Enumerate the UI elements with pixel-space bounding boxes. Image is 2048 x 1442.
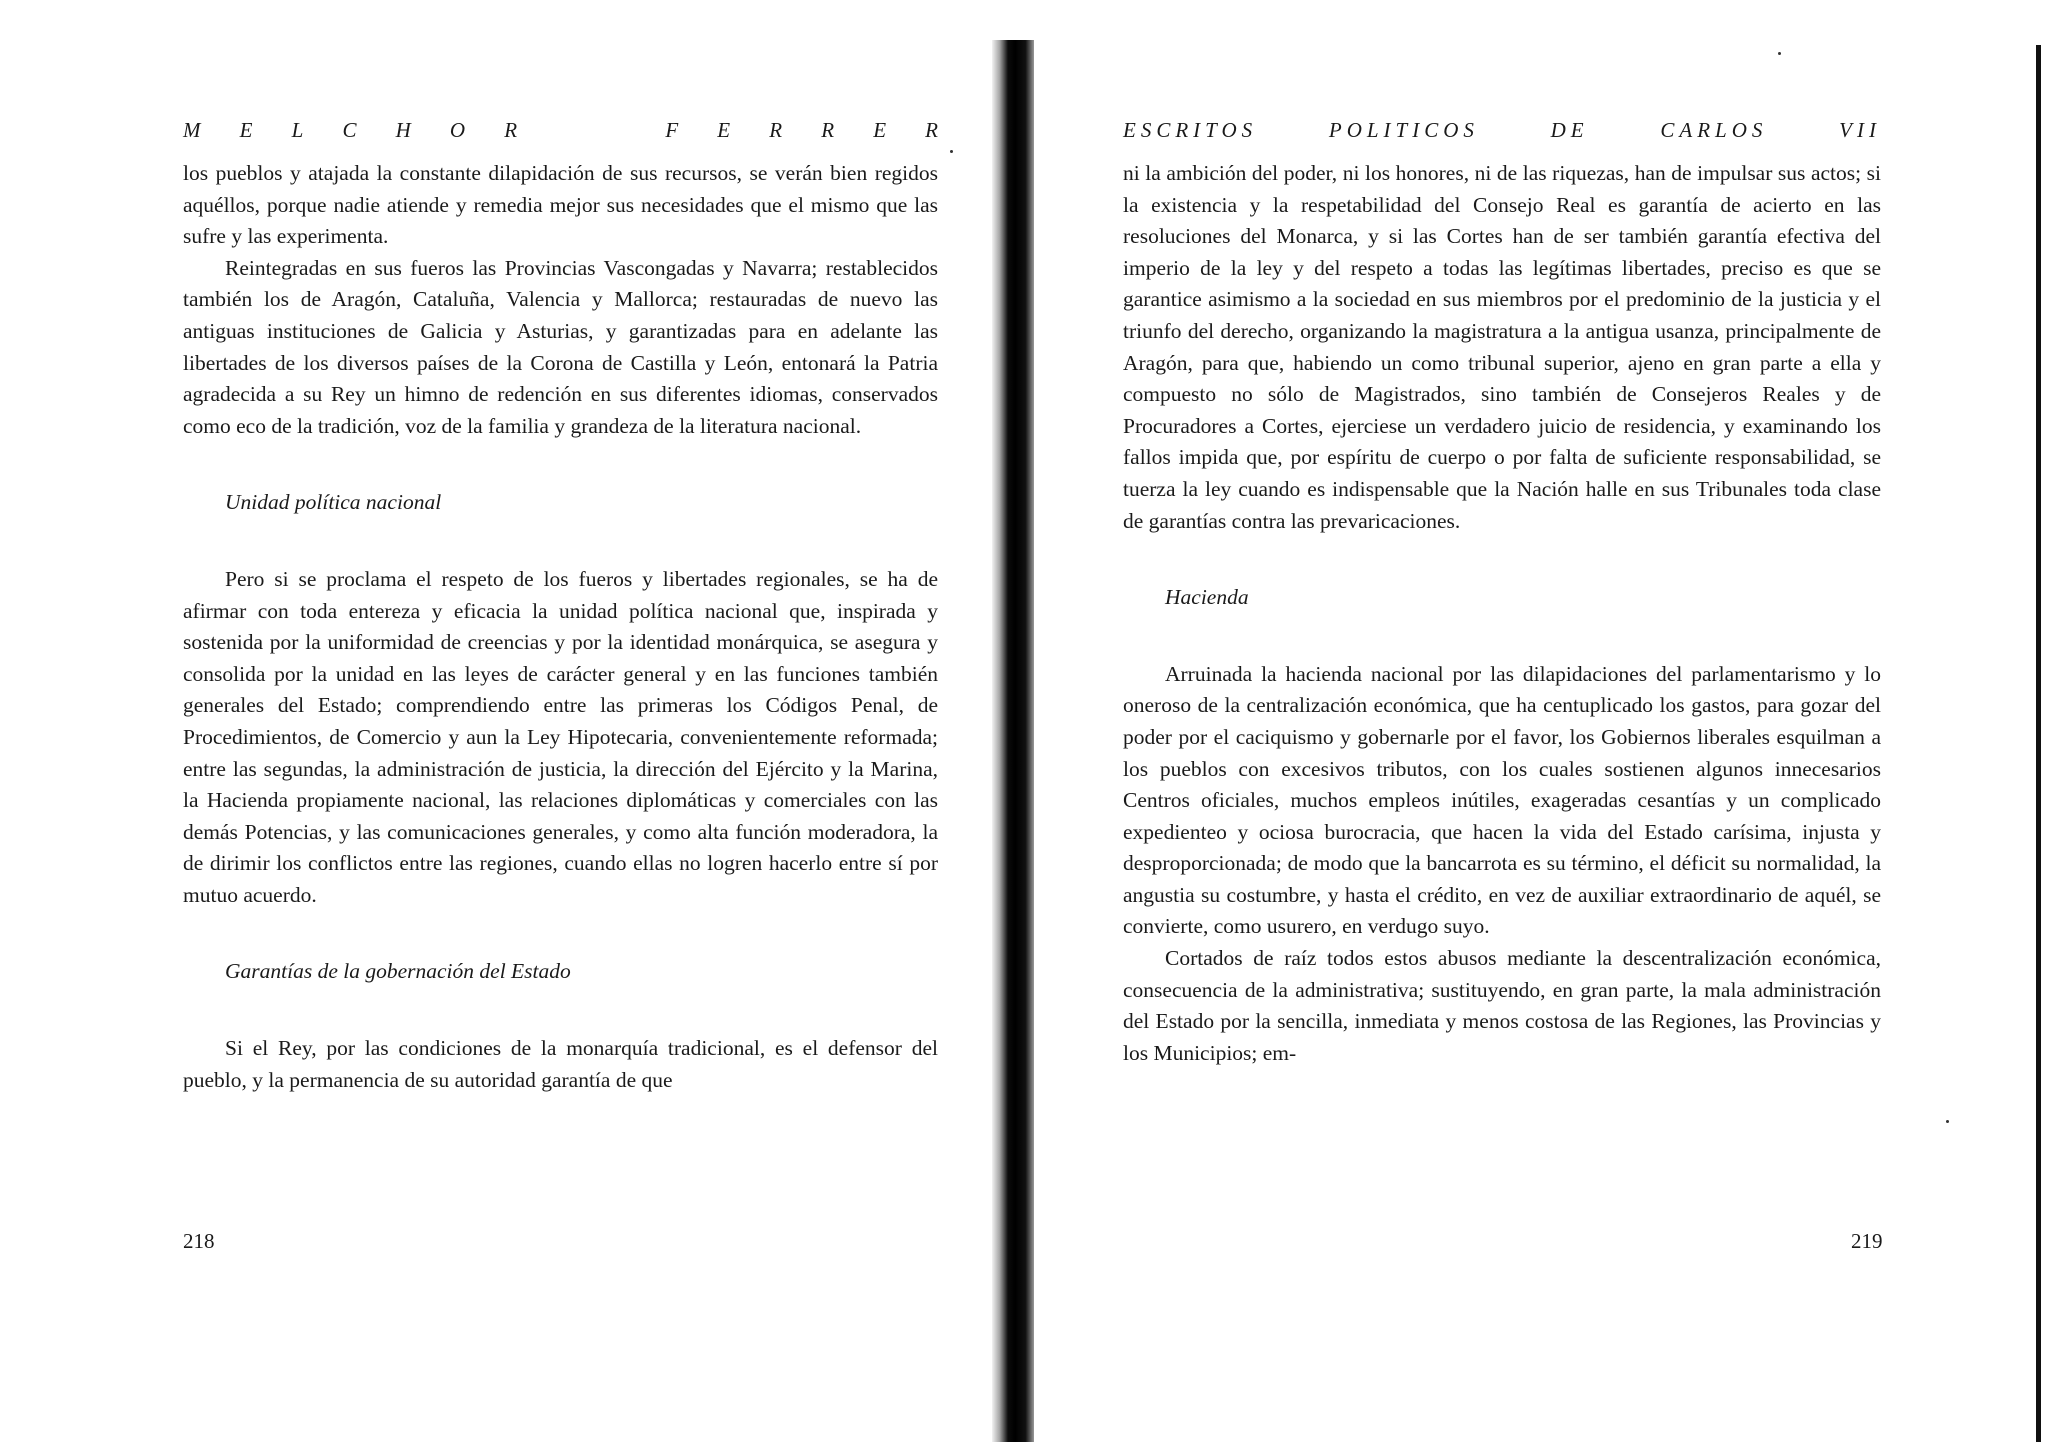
running-head-letter: E bbox=[873, 118, 887, 142]
running-head-letter: E bbox=[239, 118, 253, 142]
page-edge bbox=[2036, 45, 2041, 1442]
running-head-letter: F bbox=[665, 118, 679, 142]
running-head-word: POLITICOS bbox=[1328, 118, 1479, 142]
running-head-letter: E bbox=[717, 118, 731, 142]
paragraph: Arruinada la hacienda nacional por las dilapidaciones del parlamentarismo y lo oneroso de la centralización económica, que ha centuplicado los gastos, para gozar del poder por el caciquismo y gobernarle por el favor, los Gobiernos liberales esquilman a los pueblos con excesivos tributos, con los cuales sostienen algunos innecesarios Centros oficiales, muchos empleos inútiles, exageradas cesantías y un complicado expedienteo y ociosa burocracia, que hacen la vida del Estado carísima, injusta y desproporcionada; de modo que la bancarrota es su término, el déficit su normalidad, la angustia su costumbre, y hasta el crédito, en vez de auxiliar extraordinario de aquél, se convierte, como usurero, en verdugo suyo. bbox=[1123, 661, 1881, 939]
right-body-text bbox=[1123, 158, 1881, 1069]
paragraph: los pueblos y atajada la constante dilapidación de sus recursos, se verán bien regidos aquéllos, porque nadie atiende y remedia mejor sus necesidades que el mismo que las sufre y las experimenta. bbox=[183, 161, 938, 249]
running-head-letter: L bbox=[291, 118, 304, 142]
running-head-word: ESCRITOS bbox=[1123, 118, 1258, 142]
left-body-text bbox=[183, 158, 938, 1096]
running-head-word: CARLOS bbox=[1660, 118, 1768, 142]
running-head-letter: R bbox=[821, 118, 835, 142]
running-head-right bbox=[1123, 118, 1881, 148]
running-head-letter: M bbox=[183, 118, 201, 142]
page-number: 219 bbox=[1851, 1229, 1883, 1253]
speck bbox=[950, 150, 953, 153]
running-head-letter: R bbox=[769, 118, 783, 142]
speck bbox=[1778, 52, 1781, 55]
running-head-letter: R bbox=[504, 118, 518, 142]
speck bbox=[1946, 1120, 1949, 1123]
running-head-word: DE bbox=[1550, 118, 1589, 142]
page-number: 218 bbox=[183, 1229, 215, 1253]
running-head-letter: C bbox=[342, 118, 357, 142]
section-heading: Hacienda bbox=[1165, 585, 1249, 610]
running-head-letter: H bbox=[395, 118, 411, 142]
section-heading: Unidad política nacional bbox=[225, 490, 442, 515]
left-page bbox=[183, 118, 938, 1096]
paragraph: Cortados de raíz todos estos abusos mediante la descentralización económica, consecuencia de la administrativa; sustituyendo, en gran parte, la mala administración del Estado por la sencilla, inmediata y menos costosa de las Regiones, las Provincias y los Municipios; em- bbox=[1123, 946, 1881, 1065]
paragraph: Pero si se proclama el respeto de los fueros y libertades regionales, se ha de afirmar con toda entereza y eficacia la unidad política nacional que, inspirada y sostenida por la uniformidad de creencias y por la identidad monárquica, se asegura y consolida por la unidad en las leyes de carácter general y en las funciones también generales del Estado; comprendiendo entre las primeras los Códigos Penal, de Procedimientos, de Comercio y aun la Ley Hipotecaria, convenientemente reformada; entre las segundas, la administración de justicia, la dirección del Ejército y la Marina, la Hacienda propiamente nacional, las relaciones diplomáticas y comerciales con las demás Potencias, y las comunicaciones generales, y como alta función moderadora, la de dirimir los conflictos entre las regiones, cuando ellas no logren hacerlo entre sí por mutuo acuerdo. bbox=[183, 566, 938, 907]
binding-gutter bbox=[992, 40, 1034, 1442]
right-page bbox=[1123, 118, 1881, 1069]
running-head-left bbox=[183, 118, 938, 148]
running-head-letter: O bbox=[449, 118, 466, 142]
paragraph: ni la ambición del poder, ni los honores, ni de las riquezas, han de impulsar sus actos; si la existencia y la respetabilidad del Consejo Real es garantía de acierto en las resoluciones del Monarca, y si las Cortes han de ser también garantía efectiva del imperio de la ley y del respeto a todas las legítimas libertades, preciso es que se garantice asimismo a la sociedad en sus miembros por el predominio de la justicia y el triunfo del derecho, organizando la magistratura a la antigua usanza, principalmente de Aragón, para que, habiendo un como tribunal superior, ajeno en gran parte a ella y compuesto no sólo de Magistrados, sino también de Consejeros Reales y de Procuradores a Cortes, ejerciese un verdadero juicio de residencia, y examinando los fallos impida que, por espíritu de cuerpo o por falta de suficiente responsabilidad, se tuerza la ley cuando es indispensable que la Nación halle en sus Tribunales toda clase de garantías contra las prevaricaciones. bbox=[1123, 161, 1881, 533]
paragraph: Si el Rey, por las condiciones de la monarquía tradicional, es el defensor del pueblo, y la permanencia de su autoridad garantía de que bbox=[183, 1036, 938, 1092]
section-heading: Garantías de la gobernación del Estado bbox=[225, 959, 571, 984]
paragraph: Reintegradas en sus fueros las Provincias Vascongadas y Navarra; restablecidos también los de Aragón, Cataluña, Valencia y Mallorca; restauradas de nuevo las antiguas instituciones de Galicia y Asturias, y garantizadas para en adelante las libertades de los diversos países de la Corona de Castilla y León, entonará la Patria agradecida a su Rey un himno de redención en sus diferentes idiomas, conservados como eco de la tradición, voz de la familia y grandeza de la literatura nacional. bbox=[183, 255, 938, 438]
running-head-letter: R bbox=[925, 118, 938, 142]
running-head-word: VII bbox=[1839, 118, 1881, 142]
